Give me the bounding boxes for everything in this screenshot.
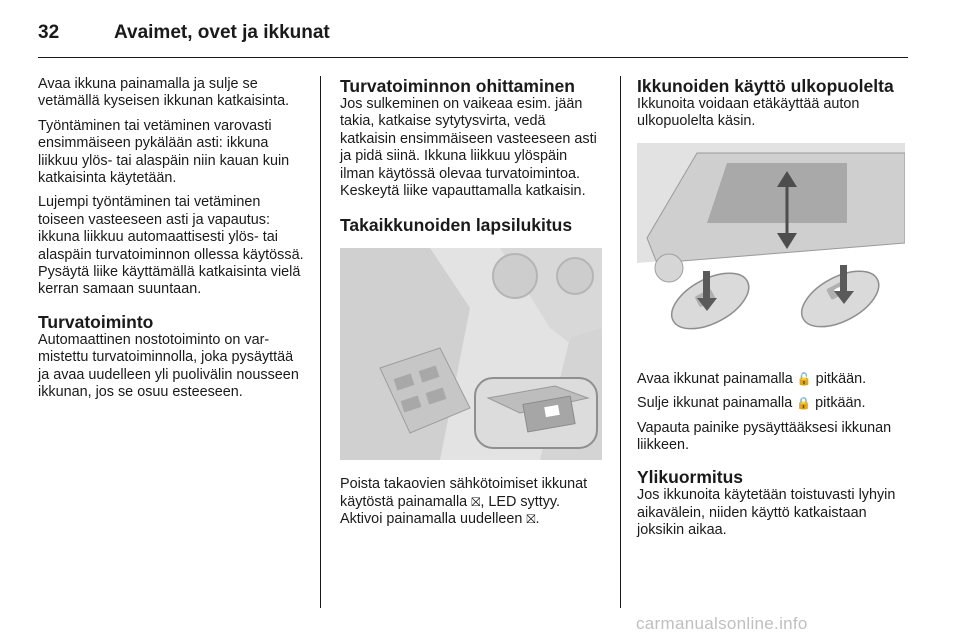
- section-heading: Turvatoiminto: [38, 311, 154, 332]
- child-lock-switch-figure: [340, 248, 602, 460]
- remote-window-figure: [637, 143, 905, 355]
- page-header: [38, 18, 908, 58]
- paragraph: Automaattinen nostotoiminto on varmistettu turvatoiminnolla, joka pysäyttää ja avaa uudelleen yli puolivälin nousseen ikkunan, jos se osuu esteeseen.: [38, 331, 299, 401]
- section-heading: Ylikuormitus: [637, 467, 743, 488]
- paragraph: Työntäminen tai vetäminen varovasti ensimmäiseen pykälään asti: ikkuna liikkuu ylös- tai alaspäin niin kauan kuin katkaisinta käytetään.: [38, 117, 290, 187]
- lock-icon: 🔒: [796, 396, 812, 411]
- paragraph: Sulje ikkunat painamalla 🔒 pitkään.: [637, 395, 866, 412]
- paragraph: Vapauta painike pysäyttääksesi ikkunan liikkeen.: [637, 419, 892, 454]
- paragraph: Ikkunoita voidaan etäkäyttää auton ulkopuolelta käsin.: [637, 96, 860, 130]
- column-2: [340, 76, 602, 536]
- child-lock-icon: ⛝: [471, 494, 481, 509]
- column-1: [38, 76, 306, 409]
- paragraph: Lujempi työntäminen tai vetäminen toiseen vasteeseen asti ja vapautus: ikkuna liikkuu automaattisesti ylös- tai alaspäin turvatoiminnon ollessa käytössä. Pysäytä liike käyttämällä katkaisinta vielä kerran samaan suuntaan.: [38, 194, 304, 298]
- paragraph: Jos sulkeminen on vaikeaa esim. jään takia, katkaise sytytysvirta, vedä katkaisin ensimmäiseen vasteeseen asti ja pidä siinä. Ikkuna liikkuu ylöspäin ilman käytössä olevaa turvatoimintoa. Keskeytä liike vapauttamalla katkaisin.: [340, 96, 597, 200]
- section-heading: Turvatoiminnon ohittaminen: [340, 76, 575, 96]
- section-heading: Ikkunoiden käyttö ulkopuolelta: [637, 76, 894, 96]
- paragraph: Avaa ikkuna painamalla ja sulje se vetämällä kyseisen ikkunan katkaisinta.: [38, 76, 290, 110]
- unlock-icon: 🔓: [796, 371, 812, 386]
- page-number: 32: [38, 22, 60, 43]
- column-3: [637, 76, 905, 547]
- column-divider: [320, 76, 321, 608]
- paragraph: Jos ikkunoita käytetään toistuvasti lyhyin aikavälein, niiden käyttö katkaistaan joksikin aikaa.: [637, 487, 896, 539]
- header-rule: [38, 57, 908, 58]
- watermark: carmanualsonline.info: [636, 614, 808, 633]
- paragraph: Poista takaovien sähkötoimiset ikkunat käytöstä painamalla ⛝, LED syttyy. Aktivoi painamalla uudelleen ⛝.: [340, 476, 588, 528]
- child-lock-icon: ⛝: [526, 512, 536, 527]
- column-divider: [620, 76, 621, 608]
- paragraph: Avaa ikkunat painamalla 🔓 pitkään.: [637, 370, 867, 387]
- chapter-title: Avaimet, ovet ja ikkunat: [114, 22, 330, 43]
- section-heading: Takaikkunoiden lapsilukitus: [340, 215, 573, 236]
